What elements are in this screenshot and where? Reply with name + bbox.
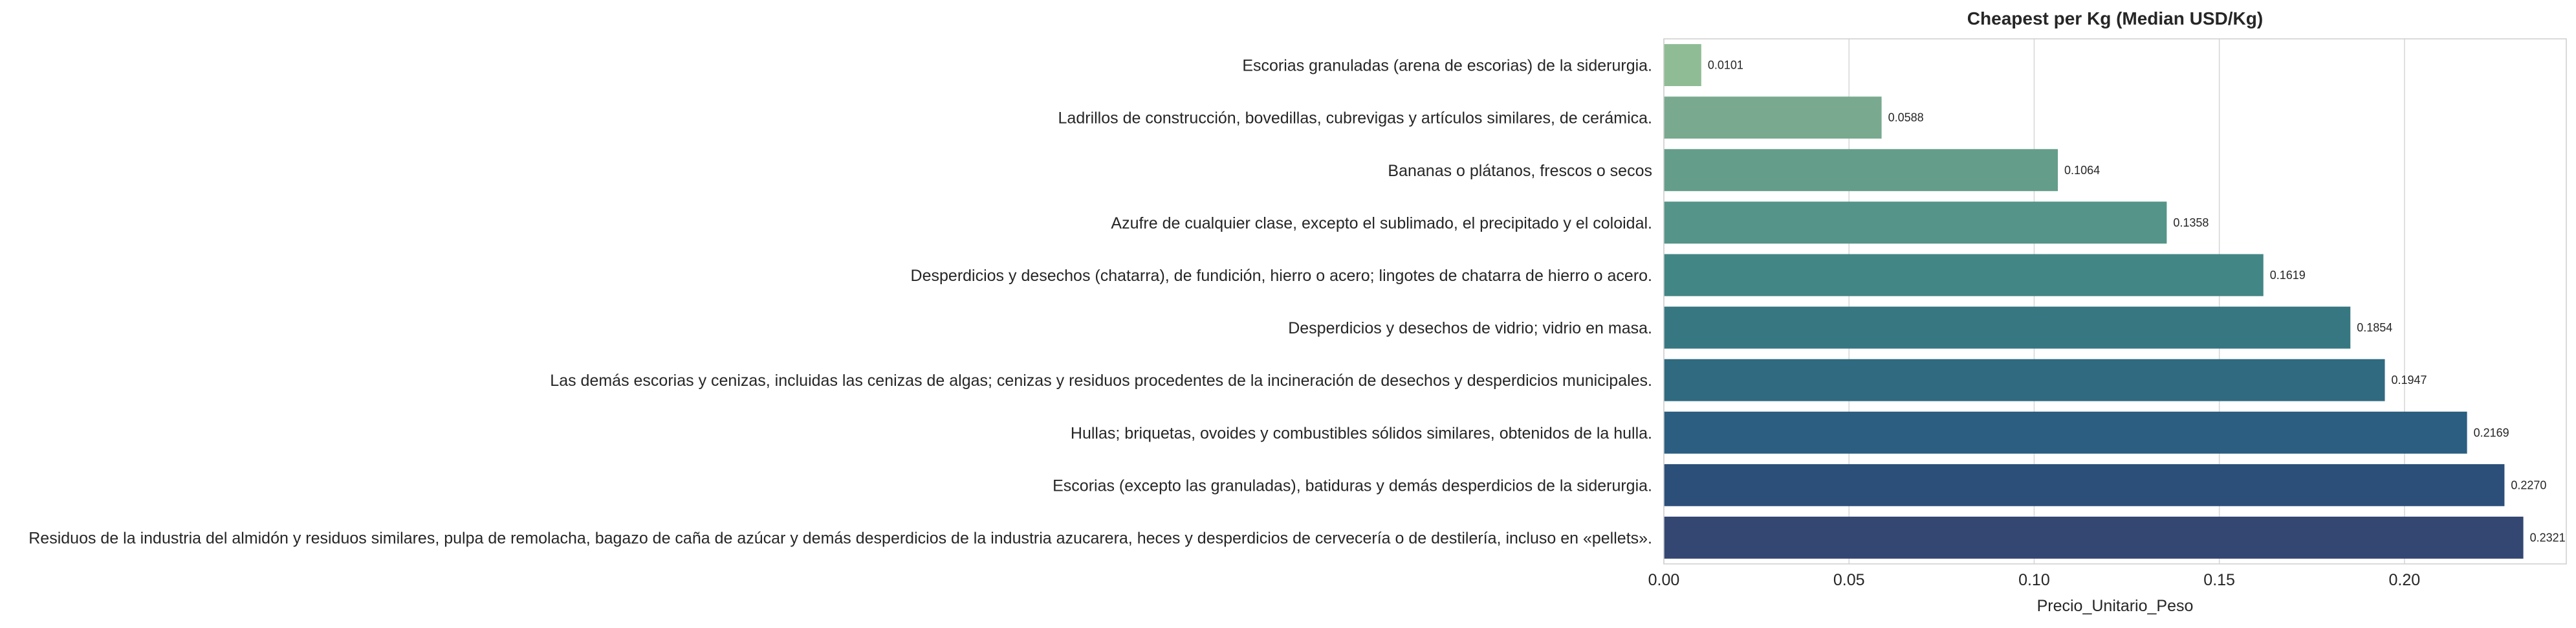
x-tick-label: 0.15 (2203, 571, 2235, 589)
bar-value-label: 0.1947 (2391, 374, 2427, 387)
x-tick-label: 0.20 (2388, 571, 2421, 589)
category-label: Desperdicios y desechos (chatarra), de fundición, hierro o acero; lingotes de chatarra de hierro o acero. (910, 266, 1652, 285)
category-label: Las demás escorias y cenizas, incluidas las cenizas de algas; cenizas y residuos procedentes de la incineración de desechos y desperdicios municipales. (550, 372, 1652, 390)
x-tick-label: 0.05 (1833, 571, 1865, 589)
bar (1664, 96, 1882, 139)
bar (1664, 359, 2385, 401)
bar (1664, 149, 2058, 191)
bar-value-label: 0.2321 (2529, 531, 2566, 544)
bar (1664, 517, 2524, 559)
bar (1664, 201, 2167, 243)
bar-value-label: 0.1854 (2357, 321, 2393, 335)
category-label: Azufre de cualquier clase, excepto el sublimado, el precipitado y el coloidal. (1111, 214, 1652, 232)
chart-title: Cheapest per Kg (Median USD/Kg) (1967, 8, 2264, 28)
x-axis-ticks (1648, 571, 2421, 589)
bar-value-label: 0.1064 (2064, 163, 2101, 177)
bar-value-label: 0.2169 (2473, 426, 2509, 440)
x-tick-label: 0.10 (2018, 571, 2050, 589)
category-label: Desperdicios y desechos de vidrio; vidrio en masa. (1288, 319, 1652, 338)
bar-value-label: 0.1358 (2173, 216, 2209, 229)
bar (1664, 44, 1701, 86)
bar-value-label: 0.0101 (1707, 58, 1743, 72)
category-labels (28, 57, 1652, 548)
bar (1664, 464, 2504, 506)
bar (1664, 307, 2350, 349)
x-tick-label: 0.00 (1648, 571, 1680, 589)
category-label: Bananas o plátanos, frescos o secos (1388, 161, 1652, 180)
category-label: Escorias granuladas (arena de escorias) de la siderurgia. (1242, 56, 1652, 75)
bars (1664, 44, 2524, 559)
x-axis-label: Precio_Unitario_Peso (2036, 597, 2194, 615)
category-label: Hullas; briquetas, ovoides y combustibles sólidos similares, obtenidos de la hulla. (1070, 424, 1652, 443)
bar-value-label: 0.0588 (1888, 111, 1924, 124)
bar (1664, 412, 2467, 454)
bar-value-label: 0.2270 (2511, 478, 2547, 492)
bar-value-label: 0.1619 (2269, 268, 2306, 282)
bar (1664, 254, 2264, 297)
category-label: Ladrillos de construcción, bovedillas, cubrevigas y artículos similares, de cerámica. (1058, 109, 1652, 128)
category-label: Residuos de la industria del almidón y residuos similares, pulpa de remolacha, bagazo de caña de azúcar y demás desperdicios de la industria azucarera, heces y desperdicios de cervecería o de destilería, incluso en «pellets». (28, 529, 1652, 548)
category-label: Escorias (excepto las granuladas), batiduras y demás desperdicios de la siderurgia. (1053, 477, 1652, 495)
